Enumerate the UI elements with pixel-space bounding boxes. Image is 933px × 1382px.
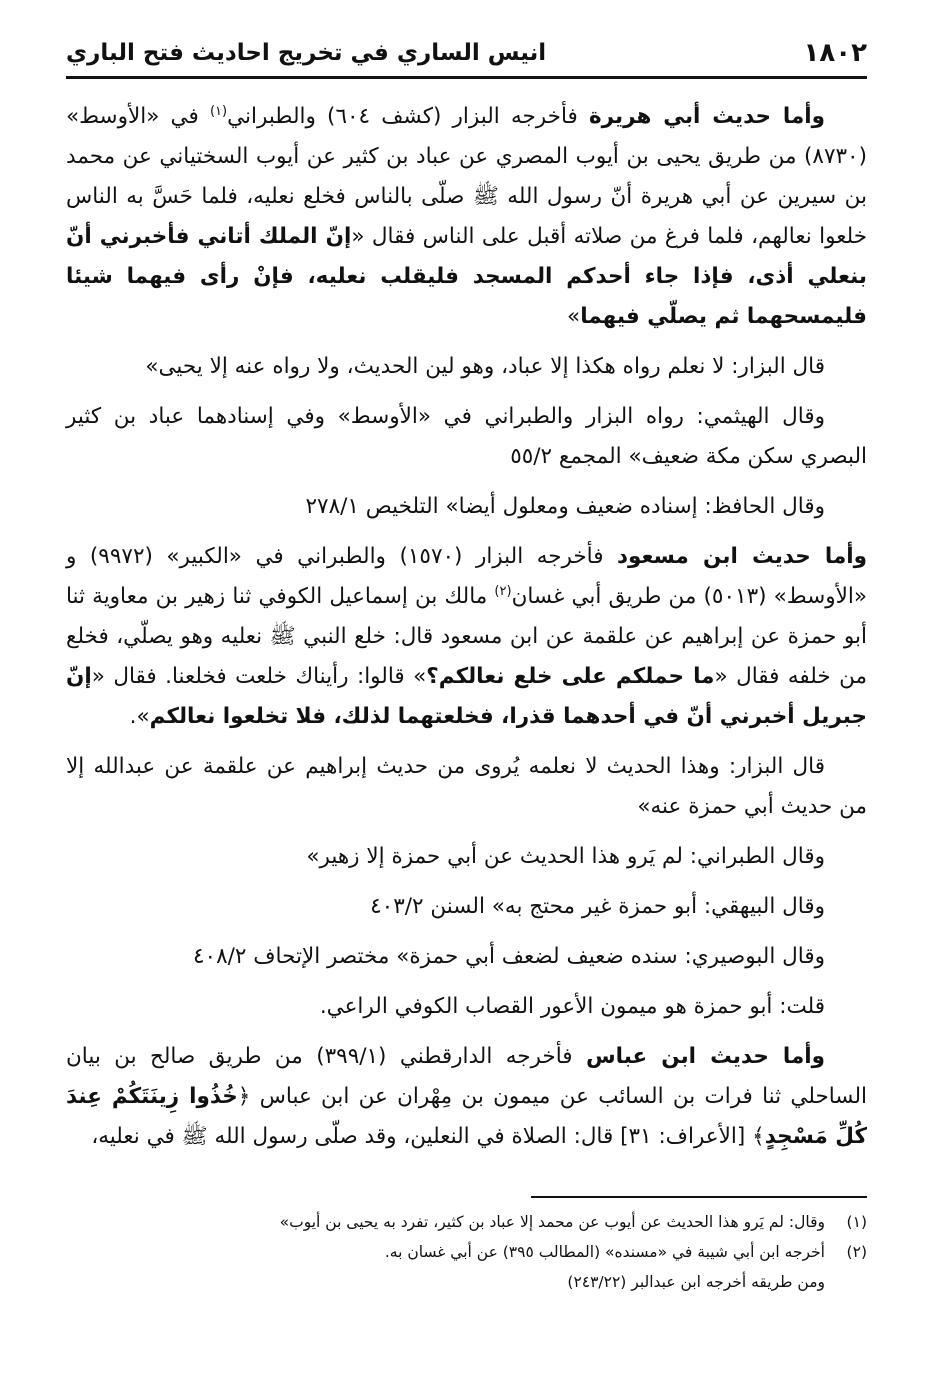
footnote-text: ومن طريقه أخرجه ابن عبدالبر (٢٤٣/٢٢) [567, 1273, 825, 1291]
main-text [66, 97, 867, 1167]
hadith-quote: ما حملكم على خلع نعالكم؟ [426, 664, 715, 689]
footnote-2 [66, 1237, 867, 1267]
footnotes [66, 1207, 867, 1297]
paragraph-abu-hurayra [66, 97, 867, 337]
page-number: ١٨٠٢ [803, 38, 867, 68]
footnote-1 [66, 1207, 867, 1237]
text-run: في «الأوسط» (٨٧٣٠) من طريق يحيى بن أيوب المصري عن عباد بن كثير عن أيوب السختياني عن محمد بن سيرين عن أبي هريرة أنّ رسول الله ﷺ صلّى بالناس فخلع نعليه، فلما حَسَّ به الناس خلعوا نعالهم، فلما فرغ من صلاته أقبل على الناس فقال « [66, 104, 867, 249]
footnote-text: أخرجه ابن أبي شيبة في «مسنده» (المطالب ٣٩٥) عن أبي غسان به. [384, 1243, 825, 1261]
quran-verse: خُذُوا زِينَتَكُمْ عِندَ كُلِّ مَسْجِدٍ [66, 1084, 867, 1149]
footnote-ref[interactable]: (٢) [494, 583, 512, 599]
paragraph-ibn-abbas [66, 1037, 867, 1157]
text-run: مالك بن إسماعيل الكوفي ثنا زهير بن معاوية ثنا أبو حمزة عن إبراهيم عن علقمة عن ابن مسعود قال: خلع النبي ﷺ نعليه وهو يصلّي، فخلع من خلفه فقال « [66, 584, 867, 689]
section-lead: وأما حديث ابن عباس [585, 1044, 825, 1069]
running-title: انيس الساري في تخريج احاديث فتح الباري [66, 40, 547, 66]
footnote-text: وقال: لم يَرو هذا الحديث عن أيوب عن محمد إلا عباد بن كثير، تفرد به يحيى بن أيوب» [279, 1213, 825, 1231]
text-run: ﴾ [الأعراف: ٣١] قال: الصلاة في النعلين، وقد صلّى رسول الله ﷺ في نعليه، [91, 1124, 765, 1149]
section-lead: وأما حديث أبي هريرة [588, 104, 825, 129]
paragraph-busiri-comment: وقال البوصيري: سنده ضعيف لضعف أبي حمزة» مختصر الإتحاف ٤٠٨/٢ [192, 944, 825, 969]
paragraph-bayhaqi-comment: وقال البيهقي: أبو حمزة غير محتج به» السنن ٤٠٣/٢ [370, 894, 825, 919]
paragraph-bazzar-comment: قال البزار: لا نعلم رواه هكذا إلا عباد، وهو لين الحديث، ولا رواه عنه إلا يحيى» [145, 354, 825, 379]
page-header [66, 30, 867, 79]
hadith-quote: إنّ جبريل أخبرني أنّ في أحدهما قذرا، فخلعتهما لذلك، فلا تخلعوا نعالكم [66, 664, 867, 729]
text-run: ». [129, 704, 150, 729]
footnote-divider [531, 1196, 867, 1198]
paragraph-bazzar-comment-2: قال البزار: وهذا الحديث لا نعلمه يُروى من حديث إبراهيم عن علقمة عن عبدالله إلا من حديث أبي حمزة عنه» [66, 754, 867, 819]
paragraph-haythami-comment: وقال الهيثمي: رواه البزار والطبراني في «الأوسط» وفي إسنادهما عباد بن كثير البصري سكن مكة ضعيف» المجمع ٥٥/٢ [66, 404, 867, 469]
text-run: » [567, 304, 581, 329]
paragraph-hafiz-comment: وقال الحافظ: إسناده ضعيف ومعلول أيضا» التلخيص ٢٧٨/١ [305, 494, 825, 519]
section-lead: وأما حديث ابن مسعود [617, 544, 868, 569]
hadith-quote: إنّ الملك أتاني فأخبرني أنّ بنعلي أذى، فإذا جاء أحدكم المسجد فليقلب نعليه، فإنْ رأى فيهما شيئا فليمسحهما ثم يصلّي فيهما [66, 224, 867, 329]
text-run: » قالوا: رأيناك خلعت فخلعنا. فقال « [91, 664, 427, 689]
footnote-number: (١) [846, 1213, 867, 1231]
paragraph-ibn-masud [66, 537, 867, 737]
paragraph-author-note: قلت: أبو حمزة هو ميمون الأعور القصاب الكوفي الراعي. [319, 994, 825, 1019]
footnote-ref[interactable]: (١) [209, 103, 228, 119]
text-run: فأخرجه البزار (كشف ٦٠٤) والطبراني [227, 104, 589, 129]
paragraph-tabarani-comment: وقال الطبراني: لم يَرو هذا الحديث عن أبي حمزة إلا زهير» [306, 844, 825, 869]
text-run: فأخرجه الدارقطني (٣٩٩/١) من طريق صالح بن بيان الساحلي ثنا فرات بن السائب عن ميمون بن مِهْران عن ابن عباس ﴿ [66, 1044, 868, 1109]
footnote-2-continued [66, 1267, 867, 1297]
footnote-number: (٢) [846, 1243, 867, 1261]
text-run: فأخرجه البزار (١٥٧٠) والطبراني في «الكبير» (٩٩٧٢) و «الأوسط» (٥٠١٣) من طريق أبي غسان [66, 544, 868, 609]
